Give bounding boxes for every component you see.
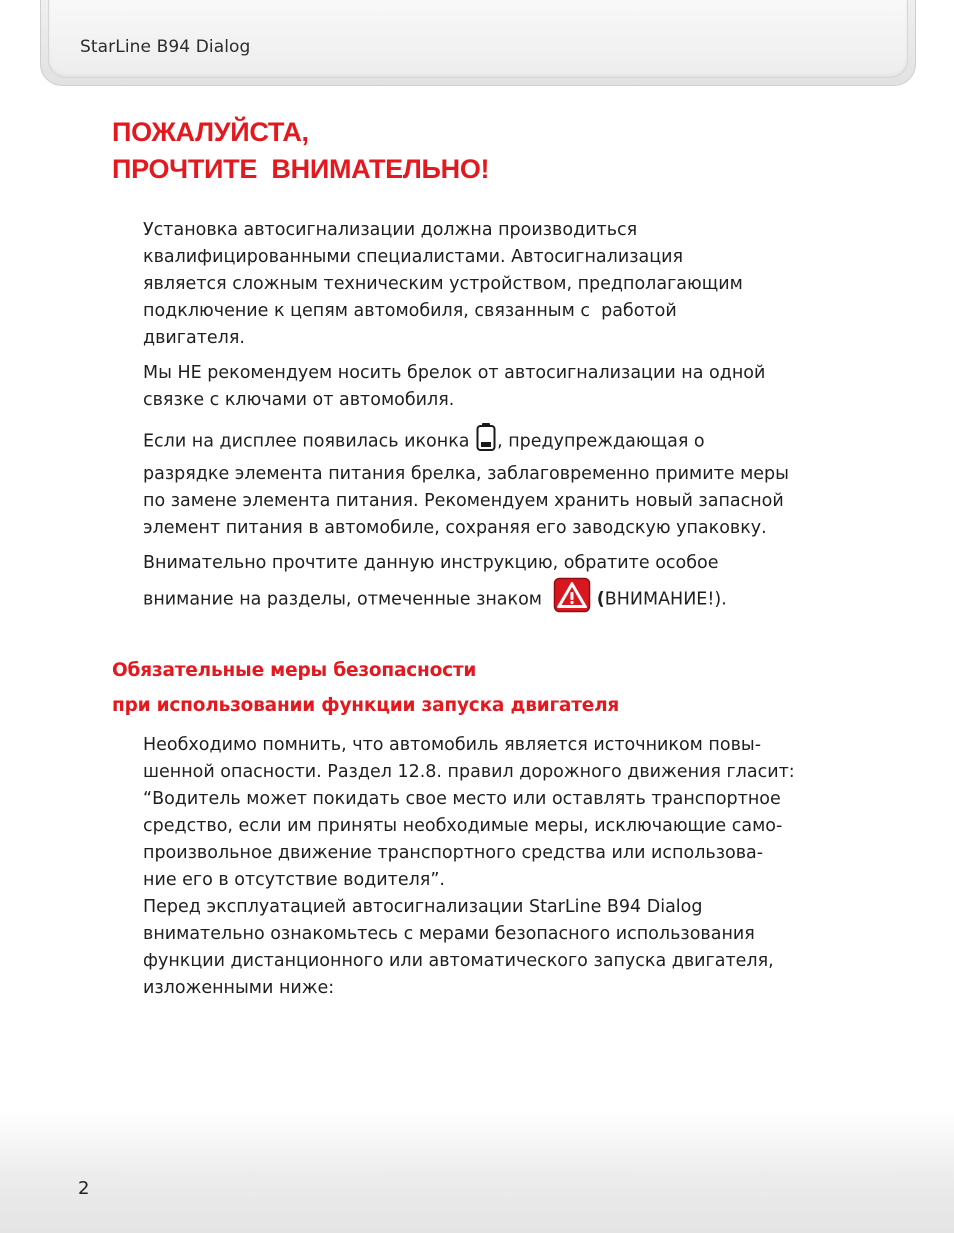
section-line: ние его в отсутствие водителя”. [143,870,445,890]
page-title [112,114,489,188]
section-line: Необходимо помнить, что автомобиль является источником повы- [143,735,762,755]
page-title-line-2: ПРОЧТИТЕ ВНИМАТЕЛЬНО! [112,154,490,184]
section-line: Перед эксплуатацией автосигнализации StarLine B94 Dialog [143,897,703,917]
section-line: “Водитель может покидать свое место или оставлять транспортное [143,789,781,809]
section-line: произвольное движение транспортного средства или использова- [143,843,764,863]
section-line: изложенными ниже: [143,978,335,998]
battery-low-icon [475,422,497,461]
intro-paragraph-keys: Мы НЕ рекомендуем носить брелок от автосигнализации на одной связке с ключами от автомобиля. [143,363,766,410]
section-title-line-2: при использовании функции запуска двигателя [112,695,620,716]
footer-band [0,1110,954,1233]
section-body [143,732,863,1002]
warning-triangle-icon [553,577,591,622]
intro-paragraph-battery: Если на дисплее появилась иконка , предупреждающая о разрядке элемента питания брелка, заблаговременно примите меры по замене элемента питания. Рекомендуем хранить новый запасной элемент питания в автомобиле, сохраняя его заводскую упаковку. [143,422,843,542]
section-title [112,653,619,723]
section-line: функции дистанционного или автоматического запуска двигателя, [143,951,774,971]
running-header-title: StarLine B94 Dialog [80,37,251,57]
intro-paragraph-installation: Установка автосигнализации должна производиться квалифицированными специалистами. Автосигнализация является сложным техническим устройством, предполагающим подключение к цепям автомобиля, связанным с работой двигателя. [143,220,743,348]
intro-paragraph-warning: Внимательно прочтите данную инструкцию, обратите особое внимание на разделы, отмеченные знаком (ВНИМАНИЕ!). [143,550,843,622]
page-number: 2 [78,1178,90,1199]
section-title-line-1: Обязательные меры безопасности [112,660,477,681]
section-line: внимательно ознакомьтесь с мерами безопасного использования [143,924,755,944]
intro-text [143,217,843,630]
page-title-line-1: ПОЖАЛУЙСТА, [112,117,309,147]
section-line: шенной опасности. Раздел 12.8. правил дорожного движения гласит: [143,762,795,782]
section-line: средство, если им приняты необходимые меры, исключающие само- [143,816,783,836]
